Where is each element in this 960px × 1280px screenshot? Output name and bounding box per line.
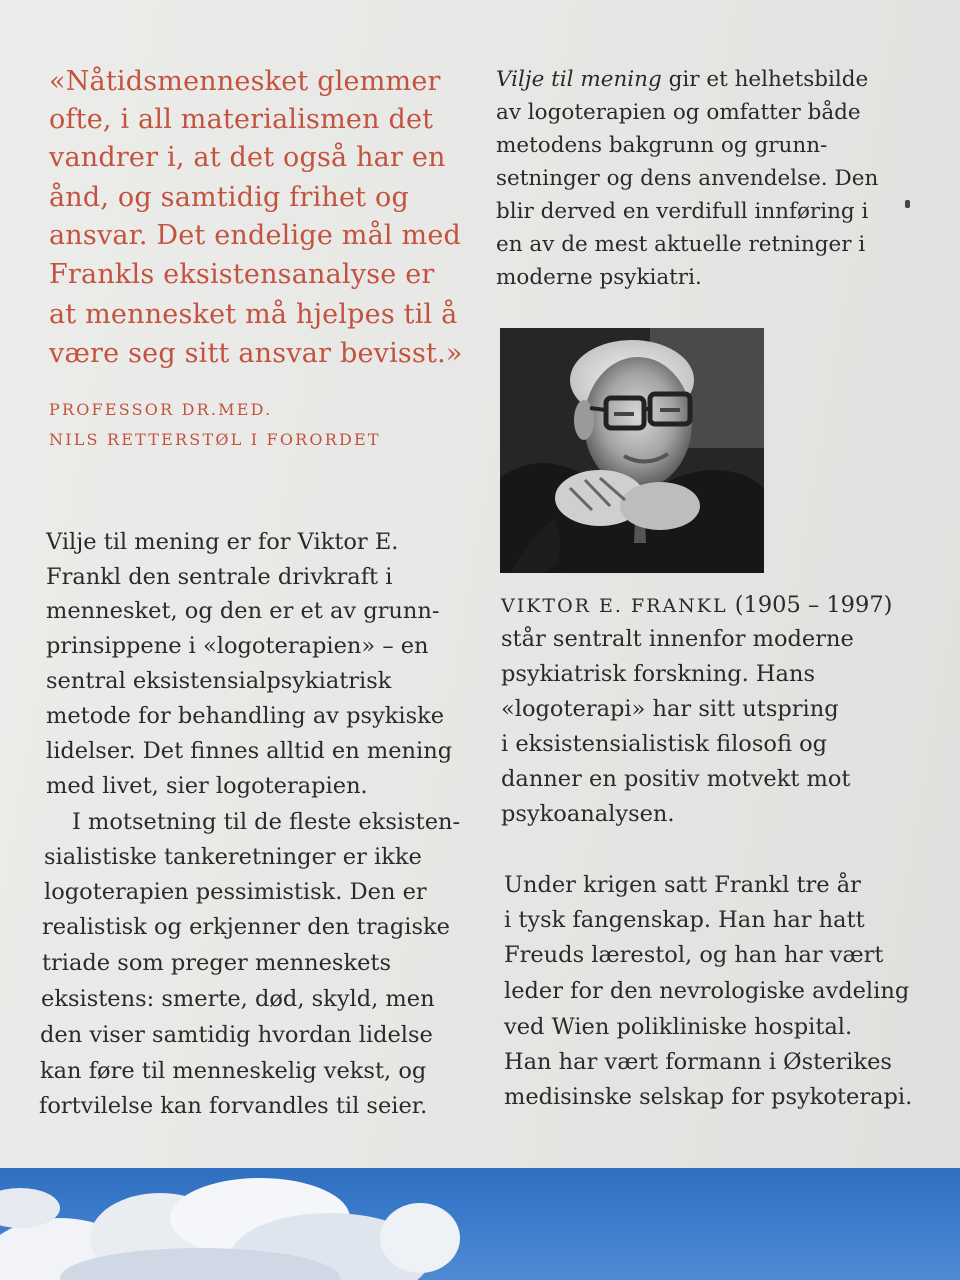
intro-first-line-rest: gir et helhetsbilde <box>661 67 869 92</box>
attribution-title: PROFESSOR DR.MED. <box>49 400 273 419</box>
book-title-italic: Vilje til mening <box>496 67 662 92</box>
intro-line: av logoterapien og omfatter både <box>496 100 861 125</box>
body-line: Vilje til mening er for Viktor E. <box>46 529 399 555</box>
bio-line: psykiatrisk forskning. Hans <box>501 661 816 687</box>
body-line: sialistiske tankeretninger er ikke <box>44 844 422 870</box>
sky-cloud-image <box>0 1168 960 1280</box>
intro-line <box>496 67 868 92</box>
body-line: triade som preger menneskets <box>42 950 391 976</box>
quote-line: Frankls eksistensanalyse er <box>49 259 435 290</box>
author-portrait <box>500 328 764 573</box>
body-line: kan føre til menneskelig vekst, og <box>40 1058 427 1084</box>
bio-name-line <box>501 592 892 618</box>
author-name: VIKTOR E. FRANKL <box>501 595 728 617</box>
body-line: mennesket, og den er et av grunn- <box>46 598 440 624</box>
body-line: I motsetning til de fleste eksisten- <box>72 809 461 835</box>
quote-line: ofte, i all materialismen det <box>49 104 434 135</box>
intro-line: moderne psykiatri. <box>496 265 702 290</box>
quote-line: være seg sitt ansvar bevisst.» <box>49 338 463 369</box>
bio-line: «logoterapi» har sitt utspring <box>501 696 839 722</box>
body-line: metode for behandling av psykiske <box>46 703 445 729</box>
body-line: logoterapien pessimistisk. Den er <box>44 879 427 905</box>
author-years: (1905 – 1997) <box>727 592 893 618</box>
quote-line: ånd, og samtidig frihet og <box>49 182 409 213</box>
body-line: sentral eksistensialpsykiatrisk <box>46 668 392 694</box>
body-line: den viser samtidig hvordan lidelse <box>40 1022 433 1048</box>
bio2-line: i tysk fangenskap. Han har hatt <box>504 907 865 933</box>
quote-line: «Nåtidsmennesket glemmer <box>49 66 441 97</box>
body-line: Frankl den sentrale drivkraft i <box>46 564 393 590</box>
bio2-line: Han har vært formann i Østerikes <box>504 1049 892 1075</box>
bio2-line: medisinske selskap for psykoterapi. <box>504 1084 913 1110</box>
quote-line: at mennesket må hjelpes til å <box>49 299 458 330</box>
body-line: realistisk og erkjenner den tragiske <box>42 914 450 940</box>
body-line: med livet, sier logoterapien. <box>46 773 368 799</box>
body-line: eksistens: smerte, død, skyld, men <box>41 986 435 1012</box>
intro-line: metodens bakgrunn og grunn- <box>496 133 828 158</box>
intro-line: setninger og dens anvendelse. Den <box>496 166 879 191</box>
body-line: lidelser. Det finnes alltid en mening <box>46 738 453 764</box>
print-speck <box>905 200 910 208</box>
body-line: fortvilelse kan forvandles til seier. <box>39 1093 428 1119</box>
bio2-line: Freuds lærestol, og han har vært <box>504 942 884 968</box>
quote-line: vandrer i, at det også har en <box>49 142 446 173</box>
attribution-source: NILS RETTERSTØL I FORORDET <box>49 430 381 449</box>
quote-line: ansvar. Det endelige mål med <box>49 220 461 251</box>
bio-line: psykoanalysen. <box>501 801 675 827</box>
bio-line: står sentralt innenfor moderne <box>501 626 854 652</box>
bio-line: i eksistensialistisk filosofi og <box>501 731 828 757</box>
intro-line: blir derved en verdifull innføring i <box>496 199 869 224</box>
bio2-line: leder for den nevrologiske avdeling <box>504 978 910 1004</box>
bio-line: danner en positiv motvekt mot <box>501 766 851 792</box>
intro-line: en av de mest aktuelle retninger i <box>496 232 866 257</box>
bio2-line: ved Wien polikliniske hospital. <box>504 1014 853 1040</box>
body-line: prinsippene i «logoterapien» – en <box>46 633 429 659</box>
bio2-line: Under krigen satt Frankl tre år <box>504 872 861 898</box>
